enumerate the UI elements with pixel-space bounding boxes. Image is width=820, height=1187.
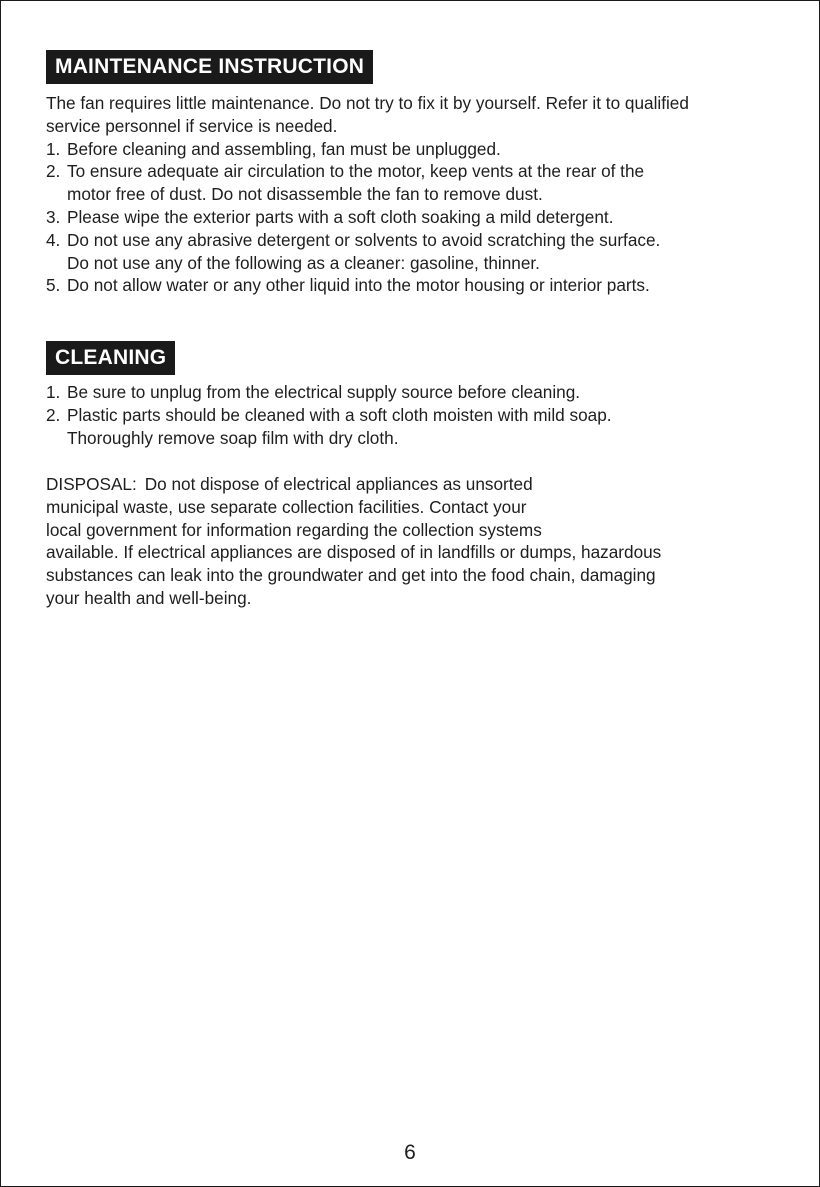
page-number: 6 (404, 1141, 416, 1164)
item-text: Please wipe the exterior parts with a soft cloth soaking a mild detergent. (67, 206, 614, 227)
item-text: Thoroughly remove soap film with dry cloth. (67, 427, 399, 448)
disposal-line-5: substances can leak into the groundwater and get into the food chain, damaging (46, 565, 656, 586)
item-text: Plastic parts should be cleaned with a soft cloth moisten with mild soap. (67, 404, 612, 425)
cleaning-section (46, 381, 806, 449)
item-text: Do not allow water or any other liquid into the motor housing or interior parts. (67, 275, 650, 296)
maintenance-item-2 (46, 160, 806, 206)
disposal-label: DISPOSAL: (46, 474, 137, 494)
cleaning-item-2 (46, 404, 806, 450)
item-number: 3. (46, 206, 61, 227)
disposal-section (46, 473, 806, 610)
item-number: 2. (46, 404, 61, 425)
item-text: motor free of dust. Do not disassemble the fan to remove dust. (67, 184, 543, 205)
maintenance-heading: MAINTENANCE INSTRUCTION (46, 50, 373, 84)
maintenance-intro-line-2: service personnel if service is needed. (46, 115, 338, 136)
item-text: Before cleaning and assembling, fan must be unplugged. (67, 138, 501, 159)
disposal-line-4: available. If electrical appliances are disposed of in landfills or dumps, hazardous (46, 542, 662, 563)
disposal-line-1 (46, 473, 806, 496)
item-number: 2. (46, 161, 61, 182)
disposal-line-3: local government for information regarding the collection systems (46, 519, 542, 540)
maintenance-item-5 (46, 274, 806, 297)
disposal-line-2: municipal waste, use separate collection facilities. Contact your (46, 496, 527, 517)
item-text: Do not use any abrasive detergent or solvents to avoid scratching the surface. (67, 229, 661, 250)
disposal-line-6: your health and well-being. (46, 587, 252, 608)
item-number: 5. (46, 275, 61, 296)
maintenance-item-1 (46, 138, 806, 161)
item-number: 4. (46, 229, 61, 250)
item-text: Be sure to unplug from the electrical supply source before cleaning. (67, 382, 581, 402)
cleaning-heading: CLEANING (46, 341, 175, 375)
maintenance-item-4 (46, 229, 806, 275)
item-number: 1. (46, 382, 61, 402)
item-number: 1. (46, 138, 61, 159)
cleaning-item-1 (46, 381, 806, 404)
disposal-text: Do not dispose of electrical appliances as unsorted (144, 474, 533, 494)
maintenance-item-3 (46, 206, 806, 229)
maintenance-intro-line-1: The fan requires little maintenance. Do not try to fix it by yourself. Refer it to qualified (46, 93, 689, 113)
maintenance-section (46, 92, 806, 297)
item-text: To ensure adequate air circulation to the motor, keep vents at the rear of the (67, 161, 645, 182)
item-text: Do not use any of the following as a cleaner: gasoline, thinner. (67, 252, 540, 273)
